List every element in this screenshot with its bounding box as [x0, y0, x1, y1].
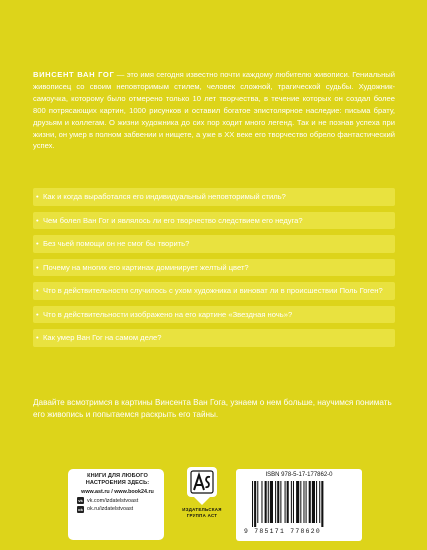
intro-text: — это имя сегодня известно почти каждому любителю живописи. Гениальный живописец со своим неповторимым стилем, человек сложной, трагической судьбы. Художник-самоучка, которому было отмерено только 10 лет творчества, в течение которых он создал более 800 потрясающих картин, 1000 рисунков и оставил богатое эпистолярное наследие: письма брату, друзьям и коллегам. О жизни художника до сих пор ходит много легенд. Так и не познав успеха при жизни, он умер в полном забвении и нищете, а уже в XX веке его творчество обрело фантастический успех. — [33, 70, 395, 151]
bullet-icon: • — [36, 192, 39, 201]
question-text: Как и когда выработался его индивидуальный неповторимый стиль? — [43, 192, 286, 201]
question-item — [33, 188, 395, 206]
ast-logo-icon — [186, 466, 218, 506]
question-text: Что в действительности изображено на его картине «Звездная ночь»? — [43, 309, 293, 319]
question-item — [33, 212, 395, 230]
barcode-icon — [250, 481, 350, 527]
ok-link-text: ok.ru/izdatelstvoast — [87, 506, 134, 512]
question-item — [33, 282, 395, 300]
question-text: Как умер Ван Гог на самом деле? — [43, 333, 162, 342]
ok-link — [77, 505, 158, 513]
questions-list — [33, 188, 395, 353]
question-item — [33, 306, 395, 324]
promo-box — [68, 469, 164, 540]
question-item — [33, 235, 395, 253]
bullet-icon: • — [36, 215, 39, 225]
vk-link-text: vk.com/izdatelstvoast — [87, 497, 139, 504]
barcode-block — [236, 469, 362, 541]
question-item — [33, 259, 395, 277]
bullet-icon: • — [36, 309, 39, 319]
question-text: Без чьей помощи он не смог бы творить? — [43, 239, 190, 248]
question-item — [33, 329, 395, 347]
question-text: Почему на многих его картинах доминирует желтый цвет? — [43, 262, 249, 272]
publisher-name-line2: ГРУППА АСТ — [186, 513, 218, 519]
ok-icon: ok — [78, 506, 83, 512]
promo-websites: www.ast.ru / www.book24.ru — [81, 489, 154, 496]
bullet-icon: • — [36, 333, 39, 342]
artist-name: ВИНСЕНТ ВАН ГОГ — [33, 70, 115, 79]
bullet-icon: • — [36, 262, 39, 272]
publisher-block — [174, 466, 230, 519]
publisher-name-line1: ИЗДАТЕЛЬСКАЯ — [182, 507, 222, 512]
bullet-icon: • — [36, 286, 39, 295]
isbn-text: ISBN 978-5-17-177862-0 — [265, 472, 333, 478]
barcode-digits: 9 785171 778620 — [244, 528, 322, 535]
vk-link — [77, 497, 158, 505]
promo-title: КНИГИ ДЛЯ ЛЮБОГО НАСТРОЕНИЯ ЗДЕСЬ: — [85, 473, 150, 486]
question-text: Чем болел Ван Гог и являлось ли его творчество следствием его недуга? — [43, 215, 303, 225]
bullet-icon: • — [36, 239, 39, 248]
intro-paragraph — [33, 69, 395, 152]
question-text: Что в действительности случилось с ухом художника и виноват ли в происшествии Поль Гоген? — [43, 286, 383, 295]
vk-icon: vk — [78, 498, 83, 504]
outro-paragraph: Давайте всмотримся в картины Винсента Ван Гога, узнаем о нем больше, научимся понимать его живопись и попытаемся раскрыть его тайны. — [33, 398, 392, 420]
